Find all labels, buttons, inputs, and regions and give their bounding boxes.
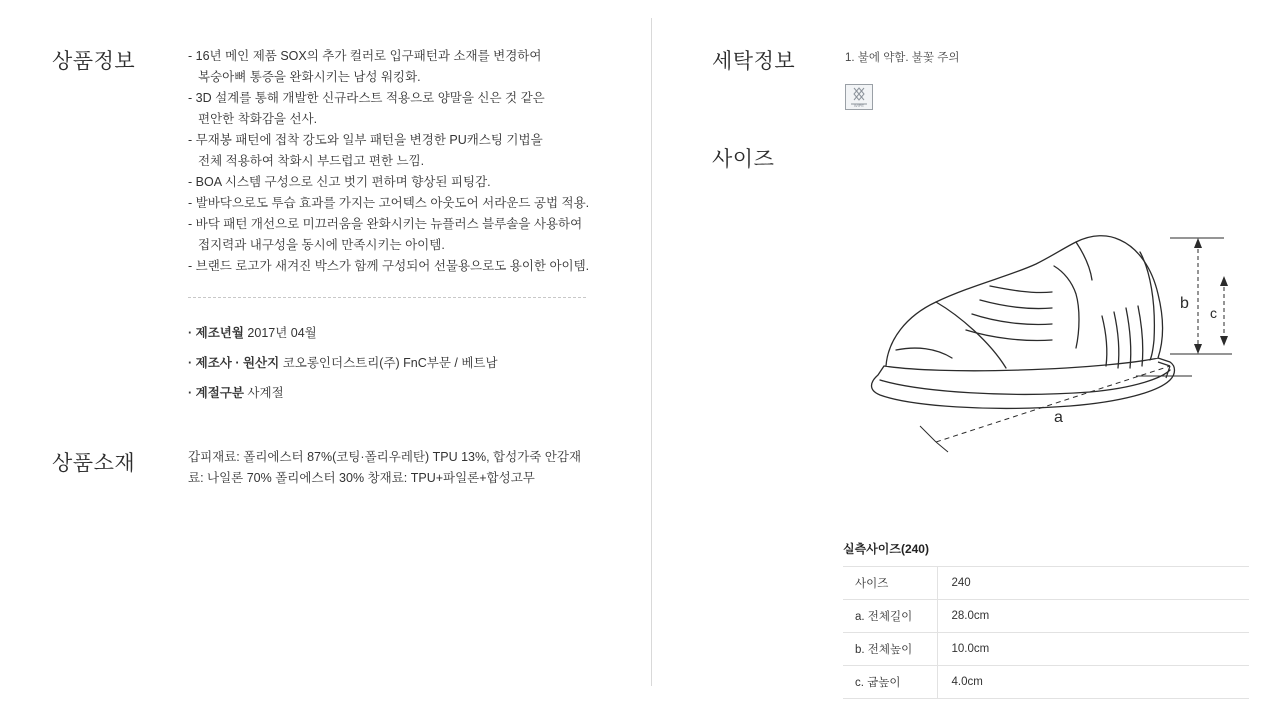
table-row <box>843 567 1249 600</box>
size-table-title: 실측사이즈(240) <box>843 542 929 556</box>
table-row <box>843 633 1249 666</box>
size-title: 사이즈 <box>712 148 775 171</box>
list-item: - 발바닥으로도 투습 효과를 가지는 고어텍스 아웃도어 서라운드 공법 적용. <box>188 196 590 210</box>
wash-care-note: 1. 불에 약함. 불꽃 주의 <box>845 52 960 64</box>
table-cell-label: b. 전체높이 <box>843 633 937 666</box>
table-cell-value: 4.0cm <box>951 676 983 688</box>
dimension-label-a: a <box>1054 409 1063 426</box>
list-item: - 16년 메인 제품 SOX의 추가 컬러로 입구패턴과 소재를 변경하여 <box>188 49 542 63</box>
list-item: 접지력과 내구성을 동시에 만족시키는 아이템. <box>198 238 445 252</box>
list-item: - 브랜드 로고가 새겨진 박스가 함께 구성되어 선물용으로도 용이한 아이템. <box>188 259 590 273</box>
meta-label: · 계절구분 <box>188 386 244 400</box>
section-separator <box>188 297 586 298</box>
list-item: 복숭아뼈 통증을 완화시키는 남성 워킹화. <box>198 70 421 84</box>
list-item: - 3D 설계를 통해 개발한 신규라스트 적용으로 양말을 신은 것 같은 <box>188 91 545 105</box>
table-row <box>843 666 1249 699</box>
meta-value: 코오롱인더스트리(주) FnC부문 / 베트남 <box>282 356 498 370</box>
list-item: 전체 적용하여 착화시 부드럽고 편한 느낌. <box>198 154 425 168</box>
table-cell-value: 28.0cm <box>951 610 990 622</box>
table-row <box>843 600 1249 633</box>
meta-label: · 제조사 · 원산지 <box>188 356 280 370</box>
flame-warning-care-symbol-icon <box>845 84 873 110</box>
meta-row <box>188 318 618 348</box>
meta-value: 2017년 04월 <box>247 326 317 340</box>
table-cell-label: c. 굽높이 <box>843 666 937 699</box>
svg-text:WIPE: WIPE <box>853 103 865 108</box>
size-table-wrapper <box>843 540 1249 699</box>
table-cell-label: 사이즈 <box>843 567 937 600</box>
product-info-title: 상품정보 <box>52 50 136 73</box>
list-item: - 무재봉 패턴에 접착 강도와 일부 패턴을 변경한 PU캐스팅 기법을 <box>188 133 543 147</box>
shoe-side-view-illustration-icon <box>840 190 1240 490</box>
meta-row <box>188 348 618 378</box>
dimension-label-b: b <box>1180 295 1189 312</box>
material-description: 갑피재료: 폴리에스터 87%(코팅·폴리우레탄) TPU 13%, 합성가죽 안감재료: 나일론 70% 폴리에스터 30% 창재료: TPU+파일론+합성고무 <box>188 450 582 485</box>
wash-info-title: 세탁정보 <box>712 50 796 73</box>
meta-row <box>188 378 618 408</box>
list-item: - BOA 시스템 구성으로 신고 벗기 편하며 향상된 피팅감. <box>188 175 491 189</box>
meta-value: 사계절 <box>247 386 284 400</box>
meta-label: · 제조년월 <box>188 326 244 340</box>
product-meta-list <box>188 318 618 408</box>
list-item: - 바닥 패턴 개선으로 미끄러움을 완화시키는 뉴플러스 블루솔을 사용하여 <box>188 217 583 231</box>
table-cell-value: 240 <box>951 577 971 589</box>
dimension-label-c: c <box>1210 305 1217 321</box>
size-table <box>843 566 1249 699</box>
list-item: 편안한 착화감을 선사. <box>198 112 318 126</box>
material-title: 상품소재 <box>52 452 136 475</box>
table-cell-value: 10.0cm <box>951 643 990 655</box>
product-info-bullet-list <box>188 46 608 277</box>
table-cell-label: a. 전체길이 <box>843 600 937 633</box>
